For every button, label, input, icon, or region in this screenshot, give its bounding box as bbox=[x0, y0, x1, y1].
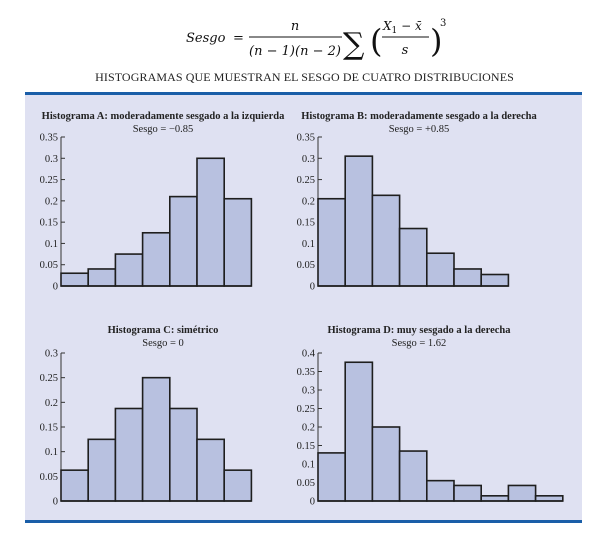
y-tick-label: 0.2 bbox=[301, 422, 315, 434]
y-tick-label: 0.2 bbox=[301, 196, 315, 208]
chart-title: Histograma D: muy sesgado a la derecha bbox=[327, 325, 511, 336]
histogram-bar bbox=[345, 362, 372, 501]
formula-denominator: (n − 1)(n − 2) bbox=[249, 44, 341, 59]
y-tick-label: 0.3 bbox=[44, 348, 58, 360]
y-tick-label: 0.1 bbox=[44, 447, 58, 459]
y-tick-label: 0.25 bbox=[39, 175, 58, 187]
chart-skewness-label: Sesgo = 0 bbox=[142, 338, 184, 349]
histogram-bar bbox=[427, 481, 454, 501]
y-tick-label: 0.4 bbox=[301, 348, 315, 360]
histogram-bar bbox=[400, 451, 427, 501]
y-tick-label: 0.2 bbox=[44, 397, 58, 409]
chart-skewness-label: Sesgo = −0.85 bbox=[132, 124, 194, 135]
figure-heading: HISTOGRAMAS QUE MUESTRAN EL SESGO DE CUATRO DISTRIBUCIONES bbox=[95, 70, 514, 84]
y-tick-label: 0.2 bbox=[44, 196, 58, 208]
formula-exponent: 3 bbox=[440, 18, 447, 29]
y-tick-label: 0.15 bbox=[39, 422, 58, 434]
y-tick-label: 0.35 bbox=[296, 367, 315, 378]
y-tick-label: 0.15 bbox=[296, 441, 315, 452]
y-tick-label: 0 bbox=[309, 281, 315, 293]
y-tick-label: 0.1 bbox=[44, 238, 58, 250]
right-paren: ) bbox=[430, 22, 443, 60]
left-paren: ( bbox=[370, 22, 383, 60]
histogram-bar bbox=[318, 453, 345, 501]
chart-title: Histograma B: moderadamente sesgado a la derecha bbox=[301, 111, 537, 122]
formula-inner-numerator: $X_1$ − x̄ bbox=[383, 19, 422, 36]
y-tick-label: 0.05 bbox=[39, 260, 58, 272]
formula-inner-denominator: s bbox=[401, 43, 409, 58]
y-tick-label: 0 bbox=[52, 496, 58, 508]
formula-equals: = bbox=[233, 31, 244, 46]
y-tick-label: 0.05 bbox=[296, 260, 315, 272]
y-tick-label: 0 bbox=[309, 496, 315, 508]
y-tick-label: 0.35 bbox=[39, 132, 58, 144]
y-tick-label: 0.35 bbox=[296, 132, 315, 144]
histogram-bar bbox=[508, 485, 535, 501]
y-tick-label: 0.3 bbox=[301, 385, 315, 397]
y-tick-label: 0.05 bbox=[296, 478, 315, 489]
histogram-bar bbox=[454, 485, 481, 501]
y-tick-label: 0.1 bbox=[301, 238, 315, 250]
y-tick-label: 0.25 bbox=[39, 373, 58, 385]
chart-title: Histograma C: simétrico bbox=[107, 325, 219, 336]
formula-numerator: n bbox=[290, 19, 300, 34]
y-tick-label: 0.25 bbox=[296, 404, 315, 415]
chart-title: Histograma A: moderadamente sesgado a la izquierda bbox=[41, 111, 285, 122]
y-tick-label: 0.25 bbox=[296, 175, 315, 187]
chart-skewness-label: Sesgo = 1.62 bbox=[391, 338, 447, 349]
formula-lhs: Sesgo bbox=[186, 31, 226, 46]
y-tick-label: 0.05 bbox=[39, 471, 58, 483]
histogram-bar bbox=[372, 427, 399, 501]
y-tick-label: 0 bbox=[52, 281, 58, 293]
y-tick-label: 0.15 bbox=[39, 217, 58, 229]
summation-symbol: ∑ bbox=[343, 27, 365, 60]
y-tick-label: 0.3 bbox=[44, 153, 58, 165]
y-tick-label: 0.3 bbox=[301, 153, 315, 165]
y-tick-label: 0.15 bbox=[296, 217, 315, 229]
chart-skewness-label: Sesgo = +0.85 bbox=[388, 124, 450, 135]
y-tick-label: 0.1 bbox=[301, 459, 315, 471]
